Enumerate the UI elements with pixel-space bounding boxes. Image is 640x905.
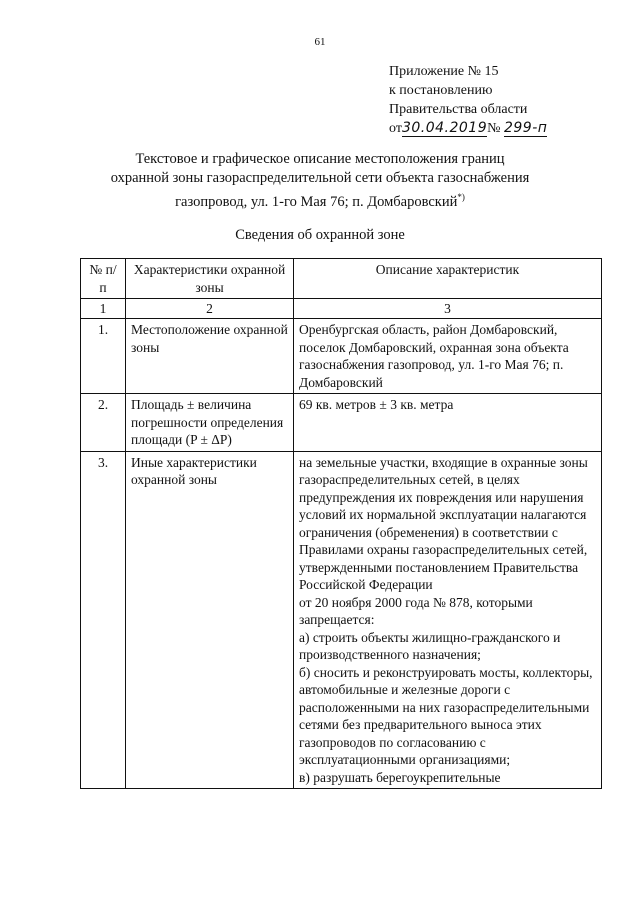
- title-line-3: [70, 188, 570, 212]
- date-prefix: от: [389, 121, 402, 136]
- description-paragraph: а) строить объекты жилищно-гражданского и производственного назначения;: [299, 629, 561, 662]
- column-number-2: 2: [126, 299, 294, 319]
- table-header-row: [81, 259, 602, 299]
- column-number-1: 1: [81, 299, 126, 319]
- footnote-mark: *): [457, 192, 465, 202]
- document-title: [70, 150, 570, 212]
- table-row: [81, 451, 602, 789]
- column-number-3: 3: [294, 299, 602, 319]
- title-line-2: охранной зоны газораспределительной сети объекта газоснабжения: [110, 170, 530, 186]
- header-number: № п/п: [81, 259, 126, 299]
- title-line-1: Текстовое и графическое описание местоположения границ: [135, 151, 505, 167]
- row-characteristic: Площадь ± величина погрешности определения площади (P ± ΔP): [126, 394, 294, 452]
- row-number: 1.: [81, 319, 126, 394]
- protection-zone-table: [80, 258, 602, 789]
- handwritten-date: 30.04.2019: [401, 120, 488, 136]
- row-description: 69 кв. метров ± 3 кв. метра: [294, 394, 602, 452]
- appendix-block: [389, 62, 547, 138]
- row-number: 3.: [81, 451, 126, 789]
- header-characteristic: Характеристики охранной зоны: [126, 259, 294, 299]
- appendix-date-line: [389, 119, 547, 138]
- handwritten-number: 299-п: [503, 120, 548, 136]
- table-row: [81, 394, 602, 452]
- page-number: 61: [314, 36, 326, 48]
- appendix-line-2: к постановлению: [389, 83, 493, 98]
- header-description: Описание характеристик: [294, 259, 602, 299]
- title-line-3-text: газопровод, ул. 1-го Мая 76; п. Домбаровский: [175, 193, 458, 210]
- row-characteristic: Местоположение охранной зоны: [126, 319, 294, 394]
- section-subtitle: Сведения об охранной зоне: [235, 227, 405, 243]
- row-description: [294, 451, 602, 789]
- description-paragraph: от 20 ноября 2000 года № 878, которыми запрещается:: [299, 594, 533, 627]
- row-characteristic: Иные характеристики охранной зоны: [126, 451, 294, 789]
- table-row: [81, 319, 602, 394]
- appendix-line-1: Приложение № 15: [389, 64, 499, 79]
- table-column-numbers-row: [81, 299, 602, 319]
- appendix-line-3: Правительства области: [389, 102, 528, 117]
- description-paragraph: б) сносить и реконструировать мосты, коллекторы, автомобильные и железные дороги с расположенными на них газораспределительными сетями без предварительного выноса этих газопроводов по согласованию с эксплуатационными организациями;: [299, 664, 593, 767]
- description-paragraph: в) разрушать берегоукрепительные: [299, 769, 501, 785]
- description-paragraph: на земельные участки, входящие в охранные зоны газораспределительных сетей, в целях предупреждения их повреждения или нарушения условий их нормальной эксплуатации налагаются ограничения (обременения) в соответствии с Правилами охраны газораспределительных сетей, утвержденными постановлением Правительства Российской Федерации: [299, 454, 588, 592]
- number-prefix: №: [487, 121, 501, 136]
- row-description: Оренбургская область, район Домбаровский, поселок Домбаровский, охранная зона объекта газоснабжения газопровод, ул. 1-го Мая 76; п. Домбаровский: [294, 319, 602, 394]
- row-number: 2.: [81, 394, 126, 452]
